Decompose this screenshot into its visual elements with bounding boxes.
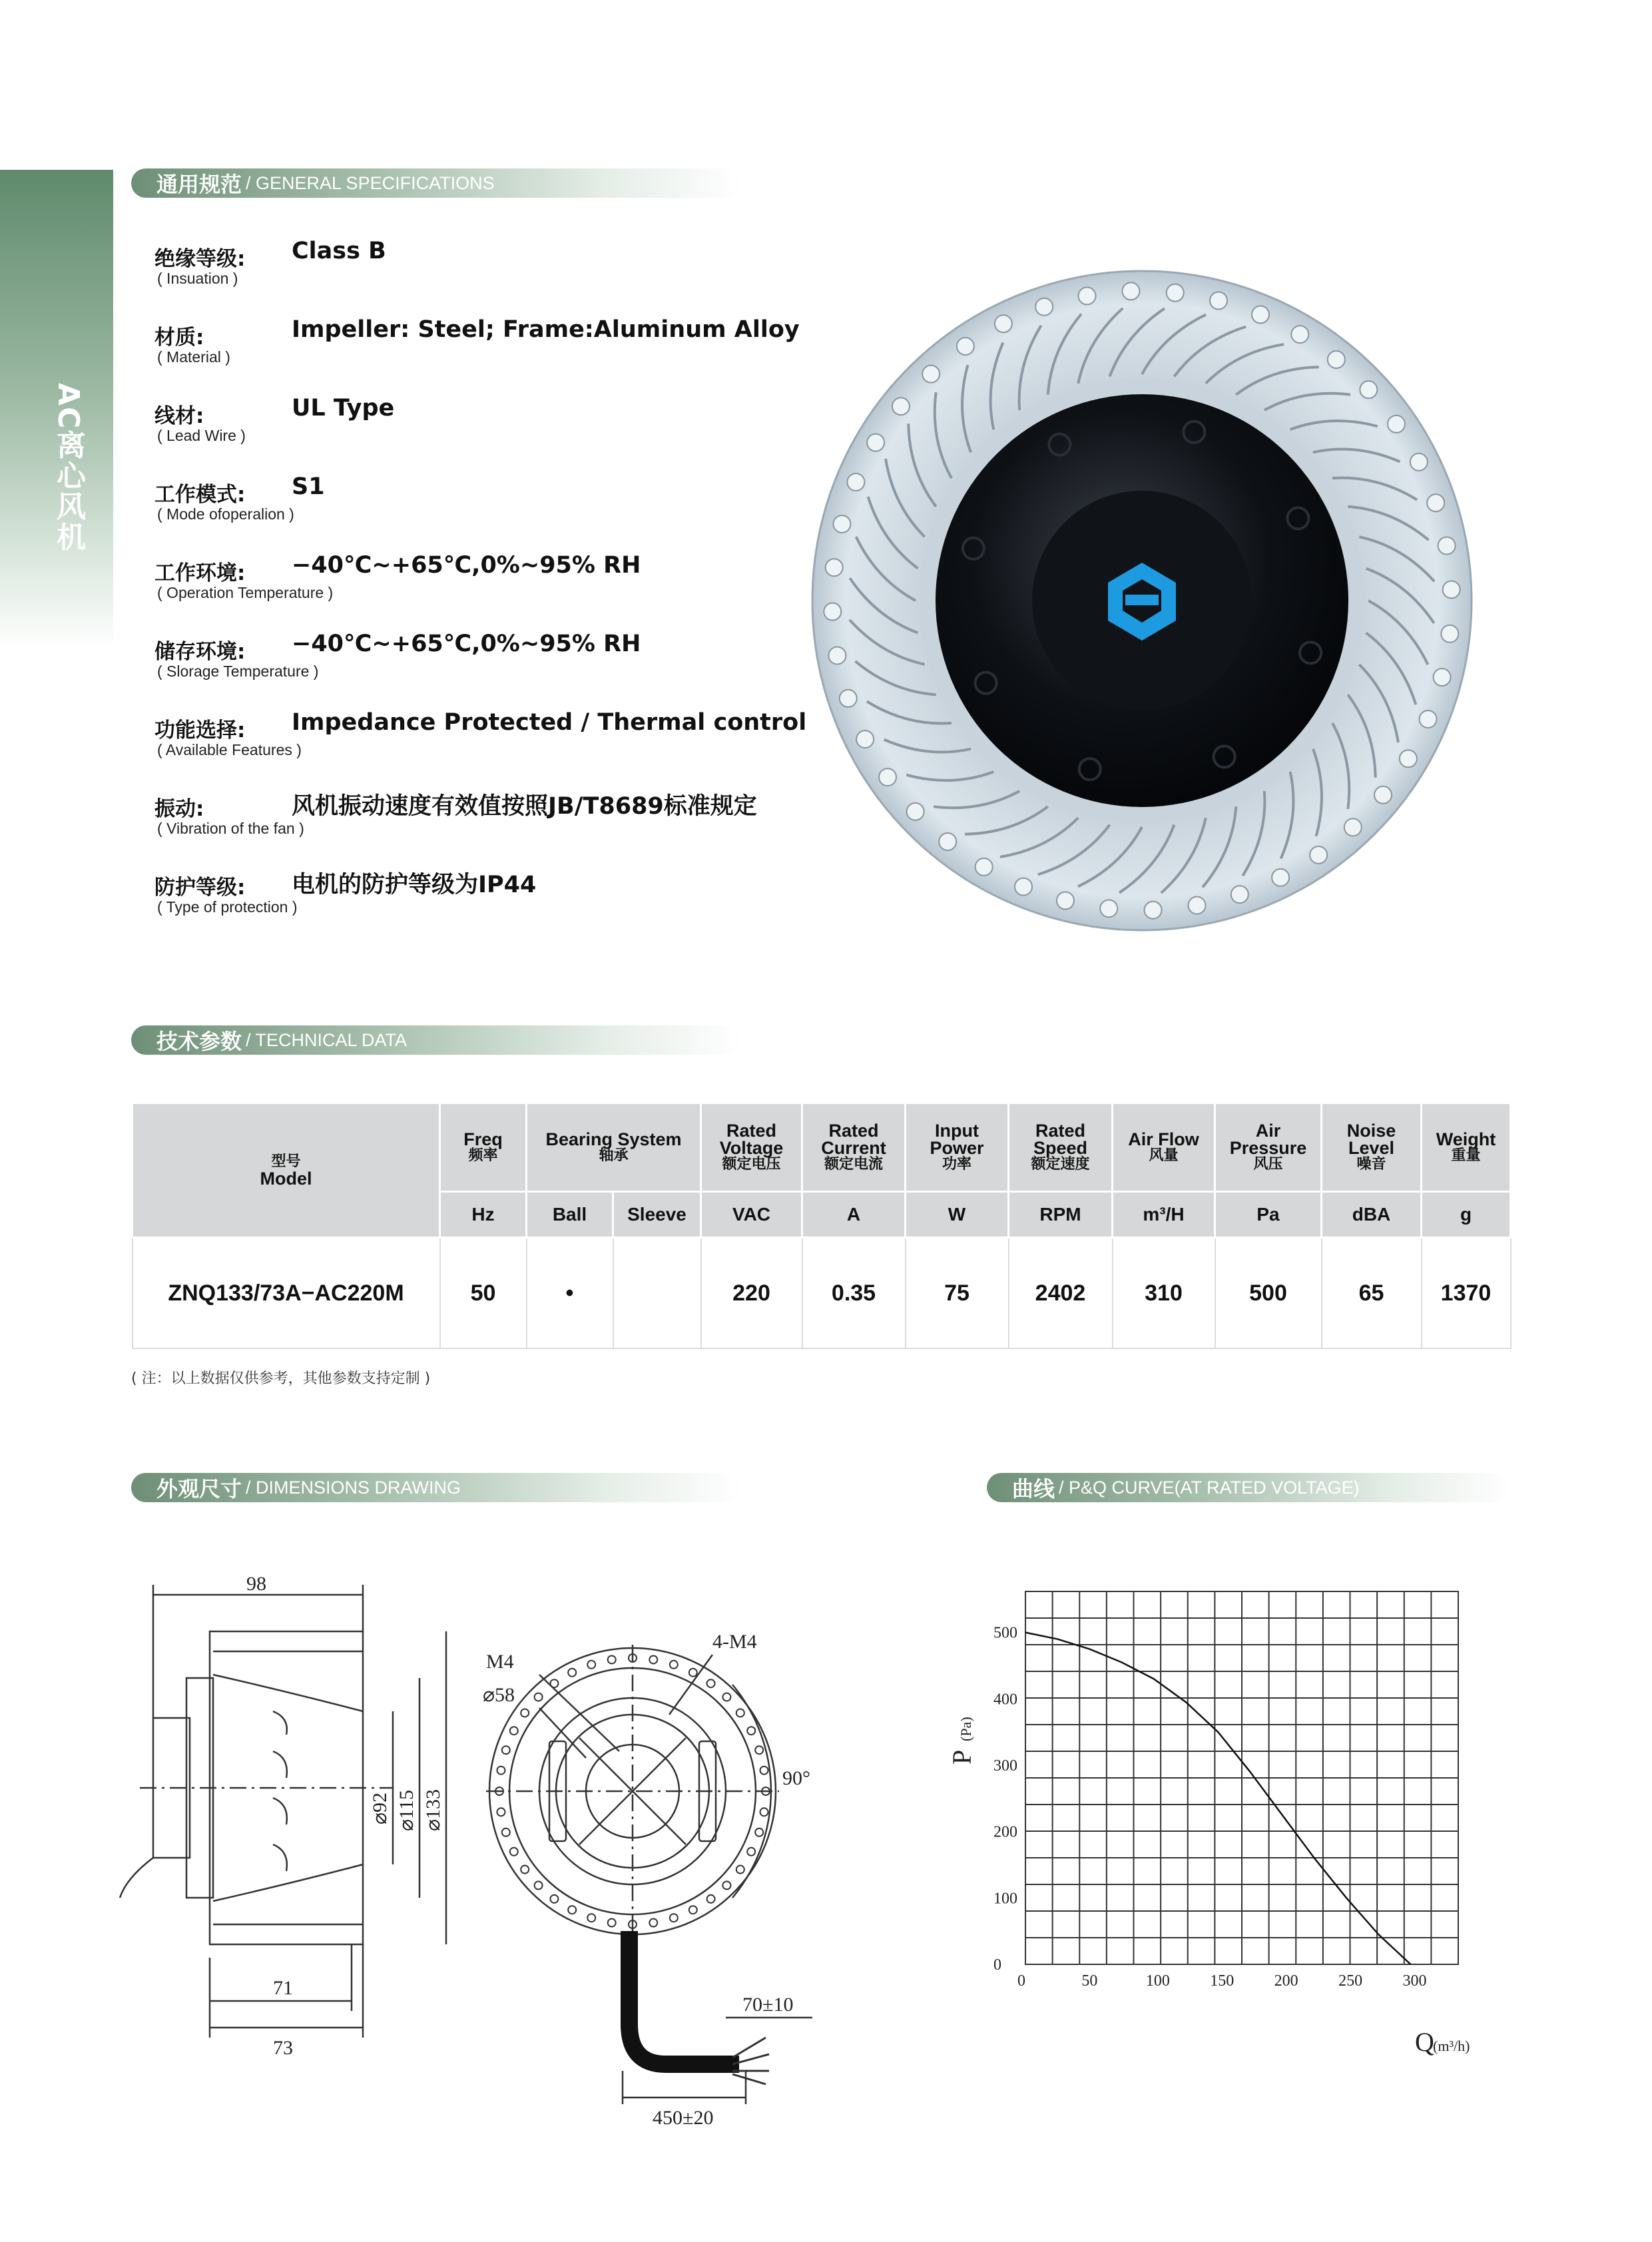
drawing-rivet <box>497 1767 505 1775</box>
drawing-rivet <box>649 1655 657 1663</box>
current-cell: 0.35 <box>802 1238 906 1349</box>
spec-value: 风机振动速度有效值按照JB/T8689标准规定 <box>292 793 757 820</box>
fan-rivet <box>1291 326 1308 343</box>
section-title-cn: 外观尺寸 <box>156 1476 242 1502</box>
spec-row <box>154 629 780 708</box>
current-unit: A <box>802 1192 906 1238</box>
drawing-rivet <box>568 1669 576 1677</box>
spec-row <box>154 865 780 944</box>
fan-rivet <box>856 730 874 748</box>
drawing-rivet <box>747 1727 755 1735</box>
y-axis-label: P <box>947 1749 977 1765</box>
dim-label-450: 450±20 <box>653 2107 714 2129</box>
fan-rivet <box>1145 902 1162 919</box>
fan-rivet <box>1434 669 1451 686</box>
spec-row <box>154 315 800 394</box>
dim-label-d92: ⌀92 <box>369 1792 391 1824</box>
section-title-en: / TECHNICAL DATA <box>246 1029 408 1050</box>
drawing-rivet <box>722 1693 730 1701</box>
x-tick-label: 300 <box>1402 1972 1427 1990</box>
drawing-rivet <box>497 1808 505 1816</box>
drawing-rivet <box>747 1848 755 1856</box>
spec-sublabel: ( Insuation ) <box>157 270 238 287</box>
spec-label: 绝缘等级: <box>154 247 246 271</box>
y-axis-unit: (Pa) <box>958 1717 974 1741</box>
drawing-rivet <box>535 1693 543 1701</box>
drawing-rivet <box>521 1709 529 1717</box>
fan-rivet <box>1310 846 1327 864</box>
dim-label-70: 70±10 <box>742 1994 794 2016</box>
fan-rivet <box>892 398 910 415</box>
fan-rivet <box>840 690 857 707</box>
freq-header: Freq 频率 <box>440 1103 527 1192</box>
fan-rivet <box>1015 878 1032 896</box>
fan-rivet <box>828 647 846 665</box>
drawing-rivet <box>755 1828 763 1836</box>
weight-unit: g <box>1422 1192 1511 1238</box>
dim-label-71: 71 <box>273 1977 293 1999</box>
pressure-unit: Pa <box>1215 1192 1322 1238</box>
ball-cell: • <box>527 1238 613 1349</box>
drawing-rivet <box>707 1679 715 1687</box>
spec-value: S1 <box>292 473 325 500</box>
spec-row <box>154 708 807 786</box>
fan-rivet <box>1427 494 1444 511</box>
fan-rivet <box>1231 886 1248 903</box>
drawing-rivet <box>521 1866 529 1874</box>
fan-rivet <box>975 858 993 876</box>
spec-value: Impedance Protected / Thermal control <box>292 709 807 736</box>
x-axis-unit: (m³/h) <box>1433 2038 1470 2054</box>
fan-rivet <box>1057 892 1074 910</box>
power-header: Input Power 功率 <box>906 1103 1009 1192</box>
sleeve-subheader: Sleeve <box>613 1192 701 1238</box>
speed-unit: RPM <box>1009 1192 1113 1238</box>
speed-cell: 2402 <box>1009 1238 1113 1349</box>
section-title-en: / GENERAL SPECIFICATIONS <box>246 172 495 193</box>
x-tick-label: 0 <box>1017 1972 1025 1990</box>
drawing-rivet <box>608 1919 616 1927</box>
x-tick-label: 150 <box>1210 1972 1235 1990</box>
fan-rivet <box>1420 710 1437 728</box>
table-row <box>133 1238 1511 1349</box>
pq-curve-chart <box>932 1571 1512 2064</box>
y-tick-label: 300 <box>993 1757 1017 1775</box>
fan-rivet <box>1035 298 1053 316</box>
spec-value: UL Type <box>292 395 395 421</box>
fan-rivet <box>824 603 841 621</box>
weight-cell: 1370 <box>1422 1238 1511 1349</box>
dim-label-90: 90° <box>782 1767 810 1789</box>
drawing-rivet <box>722 1881 730 1889</box>
spec-label: 功能选择: <box>154 718 246 742</box>
drawing-rivet <box>670 1914 678 1922</box>
spec-value: 电机的防护等级为IP44 <box>292 872 537 898</box>
x-tick-label: 100 <box>1145 1972 1170 1990</box>
section-header-technical <box>131 1025 744 1055</box>
fan-rivet <box>1441 625 1458 643</box>
fan-rivet <box>957 338 974 355</box>
fan-rivet <box>1410 453 1428 471</box>
spec-sublabel: ( Vibration of the fan ) <box>157 820 304 837</box>
spec-sublabel: ( Mode ofoperalion ) <box>157 505 294 523</box>
drawing-rivet <box>510 1848 518 1856</box>
spec-row <box>154 394 780 472</box>
fan-rivet <box>1443 581 1460 598</box>
drawing-rivet <box>587 1661 595 1669</box>
spec-row <box>154 472 780 551</box>
fan-rivet <box>1100 900 1117 917</box>
section-header-dimensions <box>131 1473 744 1502</box>
speed-header: Rated Speed 额定速度 <box>1009 1103 1113 1192</box>
power-unit: W <box>906 1192 1009 1238</box>
spec-label: 工作环境: <box>154 561 246 585</box>
section-title-cn: 通用规范 <box>156 172 242 197</box>
section-title-en: / DIMENSIONS DRAWING <box>246 1477 461 1498</box>
fan-rivet <box>1122 282 1139 300</box>
y-tick-label: 200 <box>993 1823 1017 1841</box>
drawing-rivet <box>689 1669 697 1677</box>
fan-rivet <box>1328 351 1345 368</box>
spec-value: −40℃~+65℃,0%~95% RH <box>292 552 641 579</box>
section-header-general <box>131 168 744 198</box>
airflow-cell: 310 <box>1113 1238 1215 1349</box>
fan-rivet <box>1374 786 1392 804</box>
fan-rivet <box>1438 537 1456 554</box>
spec-value: Class B <box>292 238 386 264</box>
x-tick-label: 200 <box>1274 1972 1298 1990</box>
dimensions-drawing <box>113 1558 832 2129</box>
model-header: 型号 Model <box>133 1103 440 1238</box>
y-tick-label: 0 <box>993 1956 1001 1974</box>
voltage-unit: VAC <box>701 1192 802 1238</box>
spec-value: Impeller: Steel; Frame:Aluminum Alloy <box>292 316 800 343</box>
spec-sublabel: ( Slorage Temperature ) <box>157 663 319 680</box>
fan-rivet <box>1272 869 1289 886</box>
spec-row <box>154 551 780 629</box>
drawing-rivet <box>510 1727 518 1735</box>
voltage-cell: 220 <box>701 1238 802 1349</box>
x-tick-label: 250 <box>1338 1972 1363 1990</box>
drawing-rivet <box>587 1914 595 1922</box>
pressure-header: Air Pressure 风压 <box>1215 1103 1322 1192</box>
spec-sublabel: ( Available Features ) <box>157 741 302 758</box>
fan-rivet <box>1388 416 1405 433</box>
spec-sublabel: ( Operation Temperature ) <box>157 584 334 601</box>
dim-label-98: 98 <box>246 1573 266 1595</box>
drawing-rivet <box>689 1906 697 1914</box>
spec-sublabel: ( Lead Wire ) <box>157 427 246 444</box>
spec-sublabel: ( Type of protection ) <box>157 898 298 916</box>
sleeve-cell <box>613 1238 701 1349</box>
fan-rivet <box>1344 818 1362 836</box>
drawing-rivet <box>608 1655 616 1663</box>
drawing-rivet <box>736 1709 744 1717</box>
drawing-rivet <box>502 1828 510 1836</box>
spec-label: 材质: <box>154 326 204 350</box>
noise-unit: dBA <box>1322 1192 1422 1238</box>
technical-data-table <box>131 1102 1510 1349</box>
current-header: Rated Current 额定电流 <box>802 1103 906 1192</box>
spec-row <box>154 236 780 315</box>
x-tick-label: 50 <box>1081 1972 1098 1990</box>
model-cell: ZNQ133/73A−AC220M <box>133 1238 440 1349</box>
fan-rivet <box>922 366 940 383</box>
drawing-rivet <box>568 1906 576 1914</box>
noise-header: Noise Level 噪音 <box>1322 1103 1422 1192</box>
fan-rivet <box>826 559 843 576</box>
dim-label-d58: ⌀58 <box>483 1684 515 1706</box>
side-tab <box>0 170 113 649</box>
dim-label-73: 73 <box>273 2037 293 2059</box>
fan-rivet <box>1078 287 1095 304</box>
fan-rivet <box>879 768 896 786</box>
fan-rivet <box>939 833 956 850</box>
power-cell: 75 <box>906 1238 1009 1349</box>
fan-rivet <box>1360 381 1377 398</box>
spec-label: 振动: <box>154 797 204 821</box>
airflow-unit: m³/H <box>1113 1192 1215 1238</box>
fan-rivet <box>1189 897 1206 914</box>
y-tick-label: 500 <box>993 1624 1017 1642</box>
fan-rivet <box>1210 292 1227 309</box>
spec-sublabel: ( Material ) <box>157 348 230 366</box>
drawing-rivet <box>670 1661 678 1669</box>
drawing-rivet <box>760 1808 768 1816</box>
spec-label: 线材: <box>154 404 204 428</box>
freq-cell: 50 <box>440 1238 527 1349</box>
y-tick-label: 100 <box>993 1890 1017 1908</box>
fan-rivet <box>833 515 850 533</box>
x-axis-label: Q <box>1415 2027 1434 2057</box>
side-tab-label: AC离心风机 <box>51 383 85 553</box>
drawing-rivet <box>550 1679 558 1687</box>
spec-list <box>154 236 807 944</box>
fan-product-image <box>799 270 1485 929</box>
dim-label-m4: M4 <box>486 1651 514 1673</box>
dim-label-4-m4: 4-M4 <box>712 1631 757 1653</box>
spec-label: 工作模式: <box>154 483 246 507</box>
noise-cell: 65 <box>1322 1238 1422 1349</box>
fan-rivet <box>1400 750 1417 767</box>
dim-label-d133: ⌀133 <box>422 1789 444 1831</box>
section-title-cn: 曲线 <box>1012 1476 1055 1502</box>
y-tick-label: 400 <box>993 1691 1017 1709</box>
bearing-header: Bearing System 轴承 <box>527 1103 701 1192</box>
fan-rivet <box>867 434 884 451</box>
pressure-cell: 500 <box>1215 1238 1322 1349</box>
ball-subheader: Ball <box>527 1192 613 1238</box>
section-header-curve <box>987 1473 1513 1502</box>
voltage-header: Rated Voltage 额定电压 <box>701 1103 802 1192</box>
freq-unit: Hz <box>440 1192 527 1238</box>
section-title-en: / P&Q CURVE(AT RATED VOLTAGE) <box>1059 1477 1360 1498</box>
spec-value: −40℃~+65℃,0%~95% RH <box>292 631 641 657</box>
drawing-rivet <box>502 1746 510 1754</box>
section-title-cn: 技术参数 <box>156 1029 242 1054</box>
fan-rivet <box>847 473 864 491</box>
fan-rivet <box>1167 284 1184 302</box>
dim-label-d115: ⌀115 <box>396 1790 417 1831</box>
spec-row <box>154 786 780 865</box>
table-note: ( 注：以上数据仅供参考，其他参数支持定制 ) <box>131 1370 431 1387</box>
drawing-rivet <box>649 1919 657 1927</box>
fan-rivet <box>995 315 1012 332</box>
airflow-header: Air Flow 风量 <box>1113 1103 1215 1192</box>
spec-label: 防护等级: <box>154 876 246 900</box>
drawing-rivet <box>760 1767 768 1775</box>
fan-rivet <box>1252 306 1269 323</box>
spec-label: 储存环境: <box>154 640 246 664</box>
drawing-rivet <box>736 1866 744 1874</box>
weight-header: Weight 重量 <box>1422 1103 1511 1192</box>
series-line <box>1025 1633 1411 1964</box>
drawing-rivet <box>550 1895 558 1903</box>
drawing-rivet <box>535 1881 543 1889</box>
drawing-rivet <box>707 1895 715 1903</box>
drawing-rivet <box>755 1746 763 1754</box>
fan-rivet <box>907 803 924 820</box>
